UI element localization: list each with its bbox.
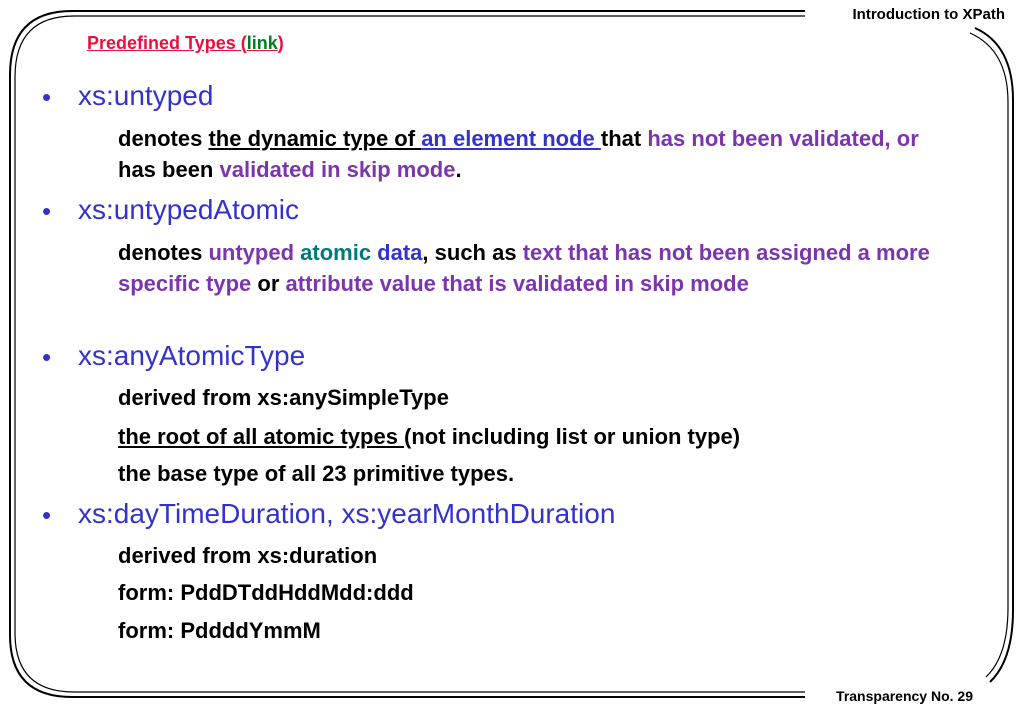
bullet-dot-icon: • <box>42 82 52 112</box>
sub-item-text: denotes untyped atomic data, such as text that has not been assigned a more specific type or attribute value that is validated in skip mode <box>118 240 930 296</box>
bullet-label: xs:untyped <box>78 80 214 111</box>
bullet-label: xs:anyAtomicType <box>78 340 306 371</box>
slide-title <box>87 33 284 54</box>
sub-item-text: denotes the dynamic type of an element node that has not been validated, or has been validated in skip mode. <box>118 126 919 182</box>
sub-item-text: derived from xs:anySimpleType <box>118 385 449 410</box>
bullet-dot-icon: • <box>42 196 52 226</box>
sub-item-text: form: PddDTddHddMdd:ddd <box>118 580 414 605</box>
sub-item-text: the base type of all 23 primitive types. <box>118 461 515 486</box>
footer-text: Transparency No. 29 <box>836 688 973 704</box>
slide-title-text: Predefined Types ( <box>87 33 247 53</box>
sub-item-text: form: PddddYmmM <box>118 618 321 643</box>
bullet-label: xs:dayTimeDuration, xs:yearMonthDuration <box>78 498 616 529</box>
bullet-dot-icon: • <box>42 342 52 372</box>
sub-item-text: derived from xs:duration <box>118 543 378 568</box>
header-title: Introduction to XPath <box>852 6 1005 23</box>
slide-title-close: ) <box>277 33 284 53</box>
title-link[interactable]: link <box>246 33 278 53</box>
bullet-dot-icon: • <box>42 500 52 530</box>
sub-item-text: the root of all atomic types (not including list or union type) <box>118 424 741 449</box>
bullet-label: xs:untypedAtomic <box>78 194 299 225</box>
